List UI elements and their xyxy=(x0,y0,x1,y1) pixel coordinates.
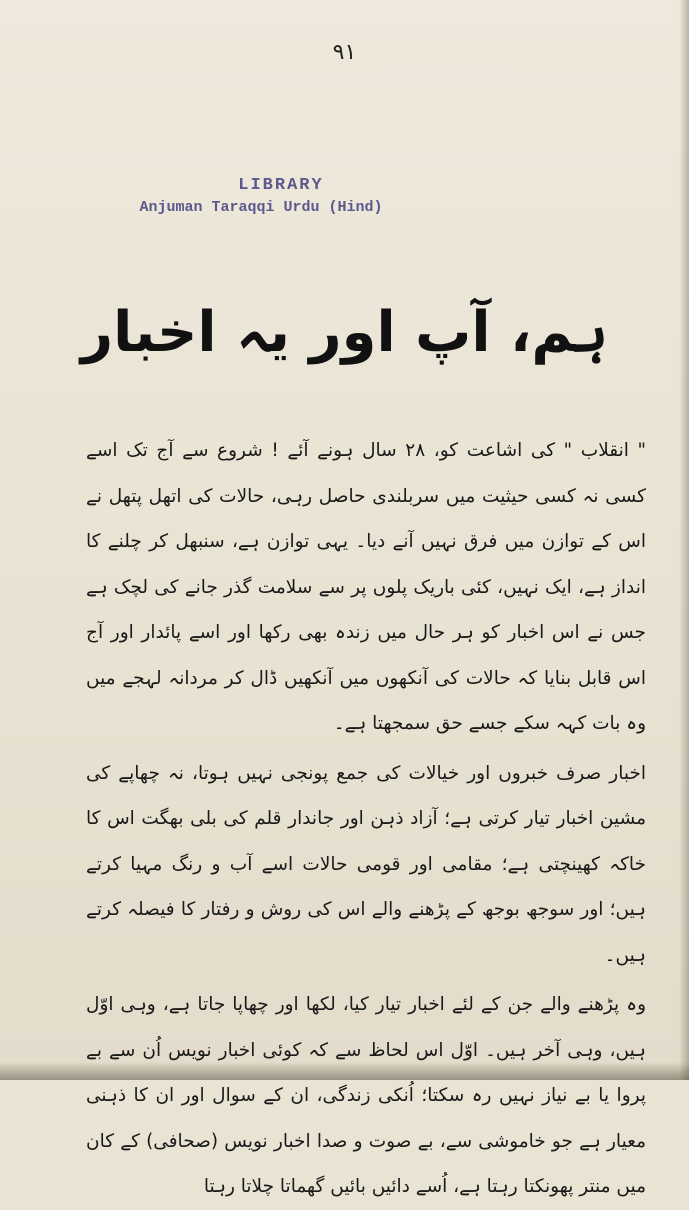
library-stamp xyxy=(96,176,426,216)
stamp-line-institution: Anjuman Taraqqi Urdu (Hind) xyxy=(139,199,383,216)
stamp-line-library: LIBRARY xyxy=(238,176,324,195)
paragraph-1: " انقلاب " کی اشاعت کو، ۲۸ سال ہونے آئے ! شروع سے آج تک اسے کسی نہ کسی حیثیت میں سربلندی حاصل رہی، حالات کی اتھل پتھل نے اس کے توازن میں فرق نہیں آنے دیا۔ یہی توازن ہے، سنبھل کر چلنے کا انداز ہے، ایک نہیں، کئی باریک پلوں پر سے سلامت گذر جانے کی لچک ہے جس نے اس اخبار کو ہر حال میں زندہ بھی رکھا اور اسے پائدار اور آج اس قابل بنایا کہ حالات کی آنکھوں میں آنکھیں ڈال کر مردانہ لہجے میں وہ بات کہہ سکے جسے حق سمجھتا ہے۔ xyxy=(86,440,646,734)
paragraph-2: اخبار صرف خبروں اور خیالات کی جمع پونجی نہیں ہوتا، نہ چھاپے کی مشین اخبار تیار کرتی ہے؛ آزاد ذہن اور جاندار قلم کی بلی بھگت اس کا خاکہ کھینچتی ہے؛ مقامی اور قومی حالات اسے آب و رنگ مہیا کرتے ہیں؛ اور سوجھ بوجھ کے پڑھنے والے اس کی روش و رفتار کا فیصلہ کرتے ہیں۔ xyxy=(86,762,646,966)
chapter-title: ہم، آپ اور یہ اخبار xyxy=(80,300,609,365)
page-edge-shadow-right xyxy=(679,0,689,1080)
paragraph-3: وہ پڑھنے والے جن کے لئے اخبار تیار کیا، لکھا اور چھاپا جاتا ہے، وہی اوّل ہیں، وہی آخر ہیں۔ اوّل اس لحاظ سے کہ کوئی اخبار نویس اُن سے بے پروا یا بے نیاز نہیں رہ سکتا؛ اُنکی زندگی، ان کے سوال اور ان کا ذہنی معیار ہے جو خاموشی سے، بے صوت و صدا اخبار نویس (صحافی) کے کان میں منتر پھونکتا رہتا ہے، اُسے دائیں بائیں گھماتا چلاتا رہتا xyxy=(86,994,646,1197)
page-edge-shadow-bottom xyxy=(0,1062,689,1080)
body-text xyxy=(86,428,646,1210)
page-number: ۹۱ xyxy=(332,40,357,65)
